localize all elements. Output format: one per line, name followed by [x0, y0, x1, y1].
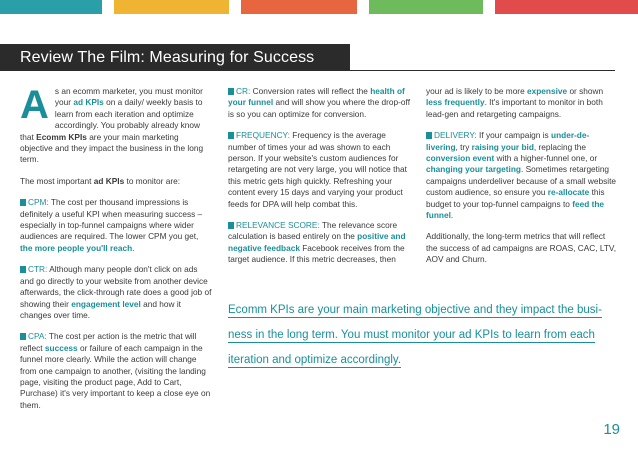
- most-important-paragraph: [20, 176, 212, 187]
- bullet-square-icon: [228, 222, 234, 229]
- keyword: positive and negative feedback: [228, 231, 406, 253]
- stripe-red: [495, 0, 638, 14]
- ctr-label: CTR:: [28, 264, 48, 275]
- text: , try: [455, 141, 472, 152]
- pull-quote: [228, 298, 608, 373]
- drop-cap: A: [20, 83, 49, 127]
- text: Although many people don't click on ads and go directly to your website from another device afterwards, the click-through rate does a good job of showing their: [20, 264, 212, 309]
- cr-label: CR:: [236, 86, 251, 96]
- text: or failure of each campaign in the funnel more clearly. While the action will change from one campaign to another, (visiting the landing page, visiting the product page, Add to Cart, Purchase) it's very important to keep a close eye on them.: [20, 342, 211, 410]
- keyword: expensive: [527, 86, 568, 96]
- bold-text: Ecomm KPIs: [36, 131, 87, 142]
- text: , replacing the: [533, 141, 587, 152]
- title-rule: [350, 70, 615, 71]
- keyword: less frequently: [426, 97, 485, 108]
- keyword: feed the funnel: [426, 198, 605, 221]
- stripe-orange: [241, 0, 357, 14]
- frequency-paragraph: [228, 130, 412, 210]
- text: your ad is likely to be more: [426, 86, 527, 96]
- text: . Sometimes retargeting campaigns underdeliver because of a small website custom audience, so ensure you: [426, 164, 617, 198]
- keyword: success: [44, 342, 78, 353]
- additional-paragraph: Additionally, the long-term metrics that will reflect the success of ad campaigns are ROAS, CAC, LTV, AOV and Churn.: [426, 231, 616, 265]
- column-2: [228, 86, 412, 276]
- cpm-label: CPM:: [28, 197, 49, 208]
- cpa-label: CPA:: [28, 331, 47, 342]
- delivery-paragraph: [426, 130, 616, 221]
- keyword: ad KPIs: [73, 97, 104, 108]
- text: and how it changes over time.: [20, 298, 181, 320]
- stripe-green: [369, 0, 483, 14]
- text: If your campaign is: [476, 130, 551, 141]
- intro-text: s an ecomm marketer, you must monitor your: [54, 86, 203, 108]
- text: The cost per action is the metric that will reflect: [20, 331, 197, 353]
- keyword: raising your bid: [471, 141, 534, 152]
- keyword: conversion event: [426, 153, 495, 164]
- bullet-square-icon: [20, 333, 26, 340]
- bullet-square-icon: [228, 88, 234, 95]
- text: Frequency is the average number of times your ad was shown to each person. If your website's custom audiences for retargeting are not very large, you will notice that this metric gets high quickly. Refreshing your content every 15 days and varying your product feeds for DPA will help combat this.: [228, 130, 407, 209]
- relevance-continued-paragraph: [426, 86, 616, 120]
- bullet-square-icon: [228, 132, 234, 139]
- cr-paragraph: [228, 86, 412, 120]
- text: this budget to your top-funnel campaigns to: [426, 187, 605, 209]
- text: The relevance score calculation is based entirely on the: [228, 220, 398, 242]
- text: The most important: [20, 175, 94, 186]
- text: with a higher-funnel one, or: [494, 153, 598, 164]
- keyword: under-delivering: [426, 130, 590, 152]
- bullet-square-icon: [20, 266, 26, 273]
- text: .: [450, 210, 454, 221]
- section-title: Review The Film: Measuring for Success: [20, 49, 315, 66]
- cpa-paragraph: [20, 331, 212, 411]
- keyword: re-allocate: [547, 187, 590, 198]
- relevance-label: RELEVANCE SCORE:: [236, 220, 320, 231]
- intro-paragraph: [20, 83, 212, 166]
- bullet-square-icon: [20, 199, 26, 206]
- keyword: engagement level: [71, 298, 141, 309]
- text: .: [132, 242, 135, 253]
- text: . It's important to monitor in both lead-gen and retargeting campaigns.: [426, 97, 603, 119]
- cpm-paragraph: [20, 197, 212, 254]
- text: and will show you where the drop-off is so you can optimize for conversion.: [228, 97, 410, 119]
- text: or shown: [567, 86, 604, 96]
- column-1: [20, 83, 212, 421]
- delivery-label: DELIVERY:: [434, 130, 477, 141]
- frequency-label: FREQUENCY:: [236, 130, 290, 141]
- bullet-square-icon: [426, 132, 432, 139]
- stripe-teal: [0, 0, 102, 14]
- keyword: the more people you'll reach: [20, 242, 133, 253]
- page-number: 19: [603, 421, 620, 438]
- keyword: changing your targeting: [426, 164, 521, 175]
- text: Facebook receives from the target audience. If this metric decreases, then: [228, 242, 405, 265]
- relevance-paragraph: [228, 220, 412, 266]
- keyword: health of your funnel: [228, 86, 405, 108]
- section-title-bar: [0, 44, 350, 71]
- text: Conversion rates will reflect the: [250, 86, 371, 96]
- stripe-yellow: [114, 0, 229, 14]
- bold-text: ad KPIs: [93, 175, 125, 186]
- text: The cost per thousand impressions is definitely a useful KPI when measuring success – especially in top-funnel campaigns where wider audiences are required. The lower CPM you get,: [20, 197, 203, 242]
- intro-text: are your main marketing objective and they impact the business in the long term.: [20, 131, 204, 165]
- ctr-paragraph: [20, 264, 212, 321]
- intro-text: on a daily/ weekly basis to learn from each iteration and optimize accordingly. You probably already know that: [20, 97, 203, 142]
- pull-quote-text: Ecomm KPIs are your main marketing objective and they impact the business in the long term. You must monitor your ad KPIs to learn from each iteration and optimize accordingly.: [228, 304, 602, 366]
- text: to monitor are:: [124, 175, 181, 186]
- column-3: [426, 86, 616, 276]
